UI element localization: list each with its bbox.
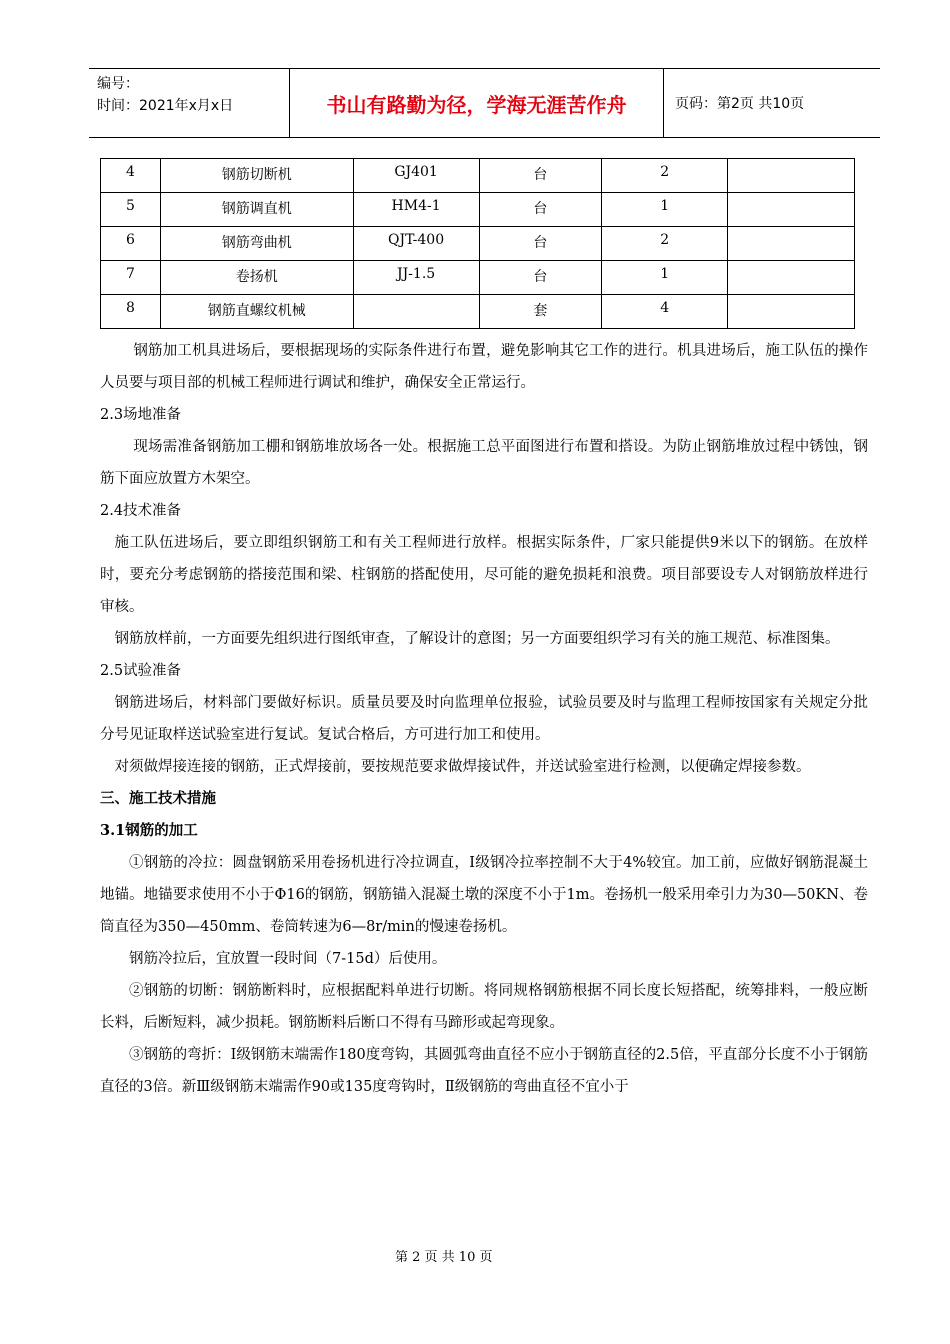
cell-name: 卷扬机	[160, 261, 353, 295]
paragraph: 施工队伍进场后，要立即组织钢筋工和有关工程师进行放样。根据实际条件，厂家只能提供9米以下的钢筋。在放样时，要充分考虑钢筋的搭接范围和梁、柱钢筋的搭配使用，尽可能的避免损耗和浪费。项目部要设专人对钢筋放样进行审核。	[100, 535, 868, 615]
cell-unit: 台	[479, 227, 602, 261]
serial-label: 编号：	[97, 76, 139, 92]
cell-note	[728, 193, 855, 227]
cell-no: 5	[101, 193, 161, 227]
cell-name: 钢筋调直机	[160, 193, 353, 227]
paragraph: 钢筋加工机具进场后，要根据现场的实际条件进行布置，避免影响其它工作的进行。机具进场后，施工队伍的操作人员要与项目部的机械工程师进行调试和维护，确保安全正常运行。	[100, 343, 868, 391]
section-heading: 2.4技术准备	[100, 503, 182, 519]
table-row	[101, 295, 855, 329]
header-left	[97, 73, 287, 117]
equipment-table	[100, 158, 855, 329]
cell-model: JJ-1.5	[353, 261, 479, 295]
cell-unit: 台	[479, 159, 602, 193]
cell-note	[728, 159, 855, 193]
paragraph: ③钢筋的弯折：Ⅰ级钢筋末端需作180度弯钩，其圆弧弯曲直径不应小于钢筋直径的2.5倍，平直部分长度不小于钢筋直径的3倍。新Ⅲ级钢筋末端需作90或135度弯钩时，Ⅱ级钢筋的弯曲直径不宜小于	[100, 1047, 868, 1095]
table-row	[101, 159, 855, 193]
cell-qty: 2	[602, 227, 728, 261]
cell-note	[728, 227, 855, 261]
paragraph: 钢筋放样前，一方面要先组织进行图纸审查，了解设计的意图；另一方面要组织学习有关的施工规范、标准图集。	[114, 631, 840, 647]
cell-note	[728, 261, 855, 295]
paragraph: 现场需准备钢筋加工棚和钢筋堆放场各一处。根据施工总平面图进行布置和搭设。为防止钢筋堆放过程中锈蚀，钢筋下面应放置方木架空。	[100, 439, 868, 487]
header-motto: 书山有路勤为径，学海无涯苦作舟	[326, 92, 627, 117]
cell-model: QJT-400	[353, 227, 479, 261]
chapter-heading: 三、施工技术措施	[100, 790, 216, 807]
cell-qty: 1	[602, 261, 728, 295]
page-header	[89, 68, 880, 138]
cell-unit: 台	[479, 261, 602, 295]
cell-no: 7	[101, 261, 161, 295]
section-heading: 2.3场地准备	[100, 407, 182, 423]
paragraph: ①钢筋的冷拉：圆盘钢筋采用卷扬机进行冷拉调直，Ⅰ级钢冷拉率控制不大于4%较宜。加工前，应做好钢筋混凝土地锚。地锚要求使用不小于Φ16的钢筋，钢筋锚入混凝土墩的深度不小于1m。卷扬机一般采用牵引力为30—50KN、卷筒直径为350—450mm、卷筒转速为6—8r/min的慢速卷扬机。	[100, 855, 868, 935]
cell-no: 4	[101, 159, 161, 193]
table-row	[101, 193, 855, 227]
document-body	[100, 335, 868, 1103]
cell-model: GJ401	[353, 159, 479, 193]
cell-model	[353, 295, 479, 329]
cell-name: 钢筋直螺纹机械	[160, 295, 353, 329]
cell-qty: 2	[602, 159, 728, 193]
time-label: 时间：2021年x月x日	[97, 98, 234, 114]
cell-unit: 台	[479, 193, 602, 227]
cell-model: HM4-1	[353, 193, 479, 227]
cell-note	[728, 295, 855, 329]
cell-no: 6	[101, 227, 161, 261]
cell-name: 钢筋切断机	[160, 159, 353, 193]
header-divider	[663, 69, 664, 137]
page-footer: 第 2 页 共 10 页	[395, 1250, 493, 1265]
cell-no: 8	[101, 295, 161, 329]
cell-qty: 1	[602, 193, 728, 227]
paragraph: 钢筋进场后，材料部门要做好标识。质量员要及时向监理单位报验，试验员要及时与监理工程师按国家有关规定分批分号见证取样送试验室进行复试。复试合格后，方可进行加工和使用。	[100, 695, 868, 743]
table-row	[101, 227, 855, 261]
section-heading: 2.5试验准备	[100, 663, 182, 679]
cell-qty: 4	[602, 295, 728, 329]
table-row	[101, 261, 855, 295]
paragraph: ②钢筋的切断：钢筋断料时，应根据配料单进行切断。将同规格钢筋根据不同长度长短搭配，统筹排料，一般应断长料，后断短料，减少损耗。钢筋断料后断口不得有马蹄形或起弯现象。	[100, 983, 868, 1031]
section-heading: 3.1钢筋的加工	[100, 822, 198, 839]
paragraph: 钢筋冷拉后，宜放置一段时间（7-15d）后使用。	[129, 951, 447, 967]
paragraph: 对须做焊接连接的钢筋，正式焊接前，要按规范要求做焊接试件，并送试验室进行检测，以便确定焊接参数。	[114, 759, 811, 775]
cell-name: 钢筋弯曲机	[160, 227, 353, 261]
cell-unit: 套	[479, 295, 602, 329]
header-page-label: 页码：第2页 共10页	[675, 96, 805, 112]
